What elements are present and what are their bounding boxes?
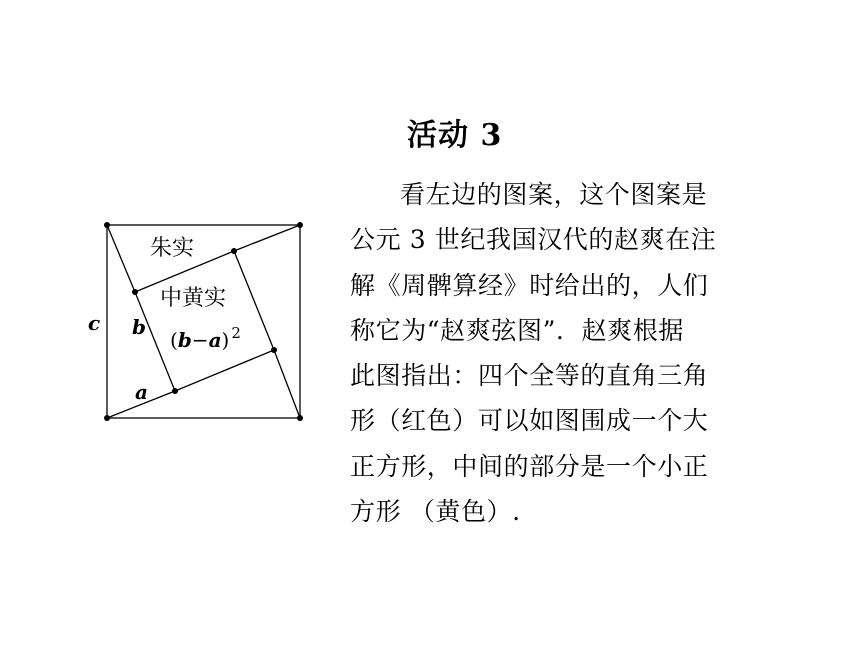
paragraph-line: 方形 （黄色）. bbox=[350, 497, 521, 527]
vertex-dot bbox=[271, 347, 277, 353]
activity-title: 活动 3 bbox=[407, 118, 503, 153]
paragraph-line: 解《周髀算经》时给出的，人们 bbox=[350, 270, 709, 300]
label-b: b bbox=[132, 315, 146, 339]
triangle-edge bbox=[234, 225, 300, 251]
label-b-minus-a-squared: (b−a) $^2$ bbox=[170, 324, 241, 352]
paragraph-line: 正方形，中间的部分是一个小正 bbox=[350, 451, 709, 481]
label-zhong-huang-shi: 中黄实 bbox=[160, 286, 227, 311]
vertex-dot bbox=[132, 289, 138, 295]
vertex-dot bbox=[104, 415, 110, 421]
vertex-dot bbox=[297, 222, 303, 228]
vertex-dot bbox=[104, 222, 110, 228]
paragraph-line: 此图指出：四个全等的直角三角 bbox=[350, 361, 709, 391]
label-c: c bbox=[88, 311, 101, 335]
triangle-edge bbox=[107, 225, 135, 292]
description-paragraph bbox=[350, 172, 760, 534]
zhao-shuang-hypotenuse-diagram bbox=[80, 210, 320, 435]
inner-square bbox=[135, 251, 274, 391]
paragraph-line: 公元 3 世纪我国汉代的赵爽在注 bbox=[350, 225, 717, 255]
paragraph-line: 看左边的图案，这个图案是 bbox=[400, 180, 708, 209]
vertex-dot bbox=[297, 415, 303, 421]
paragraph-line: 形（红色）可以如图围成一个大 bbox=[350, 406, 709, 436]
vertex-dot bbox=[172, 388, 178, 394]
vertex-dot bbox=[231, 248, 237, 254]
triangle-edge bbox=[274, 350, 300, 418]
paragraph-line: 称它为“赵爽弦图”．赵爽根据 bbox=[350, 315, 684, 345]
label-zhu-shi: 朱实 bbox=[150, 236, 195, 261]
label-a: a bbox=[135, 380, 148, 404]
